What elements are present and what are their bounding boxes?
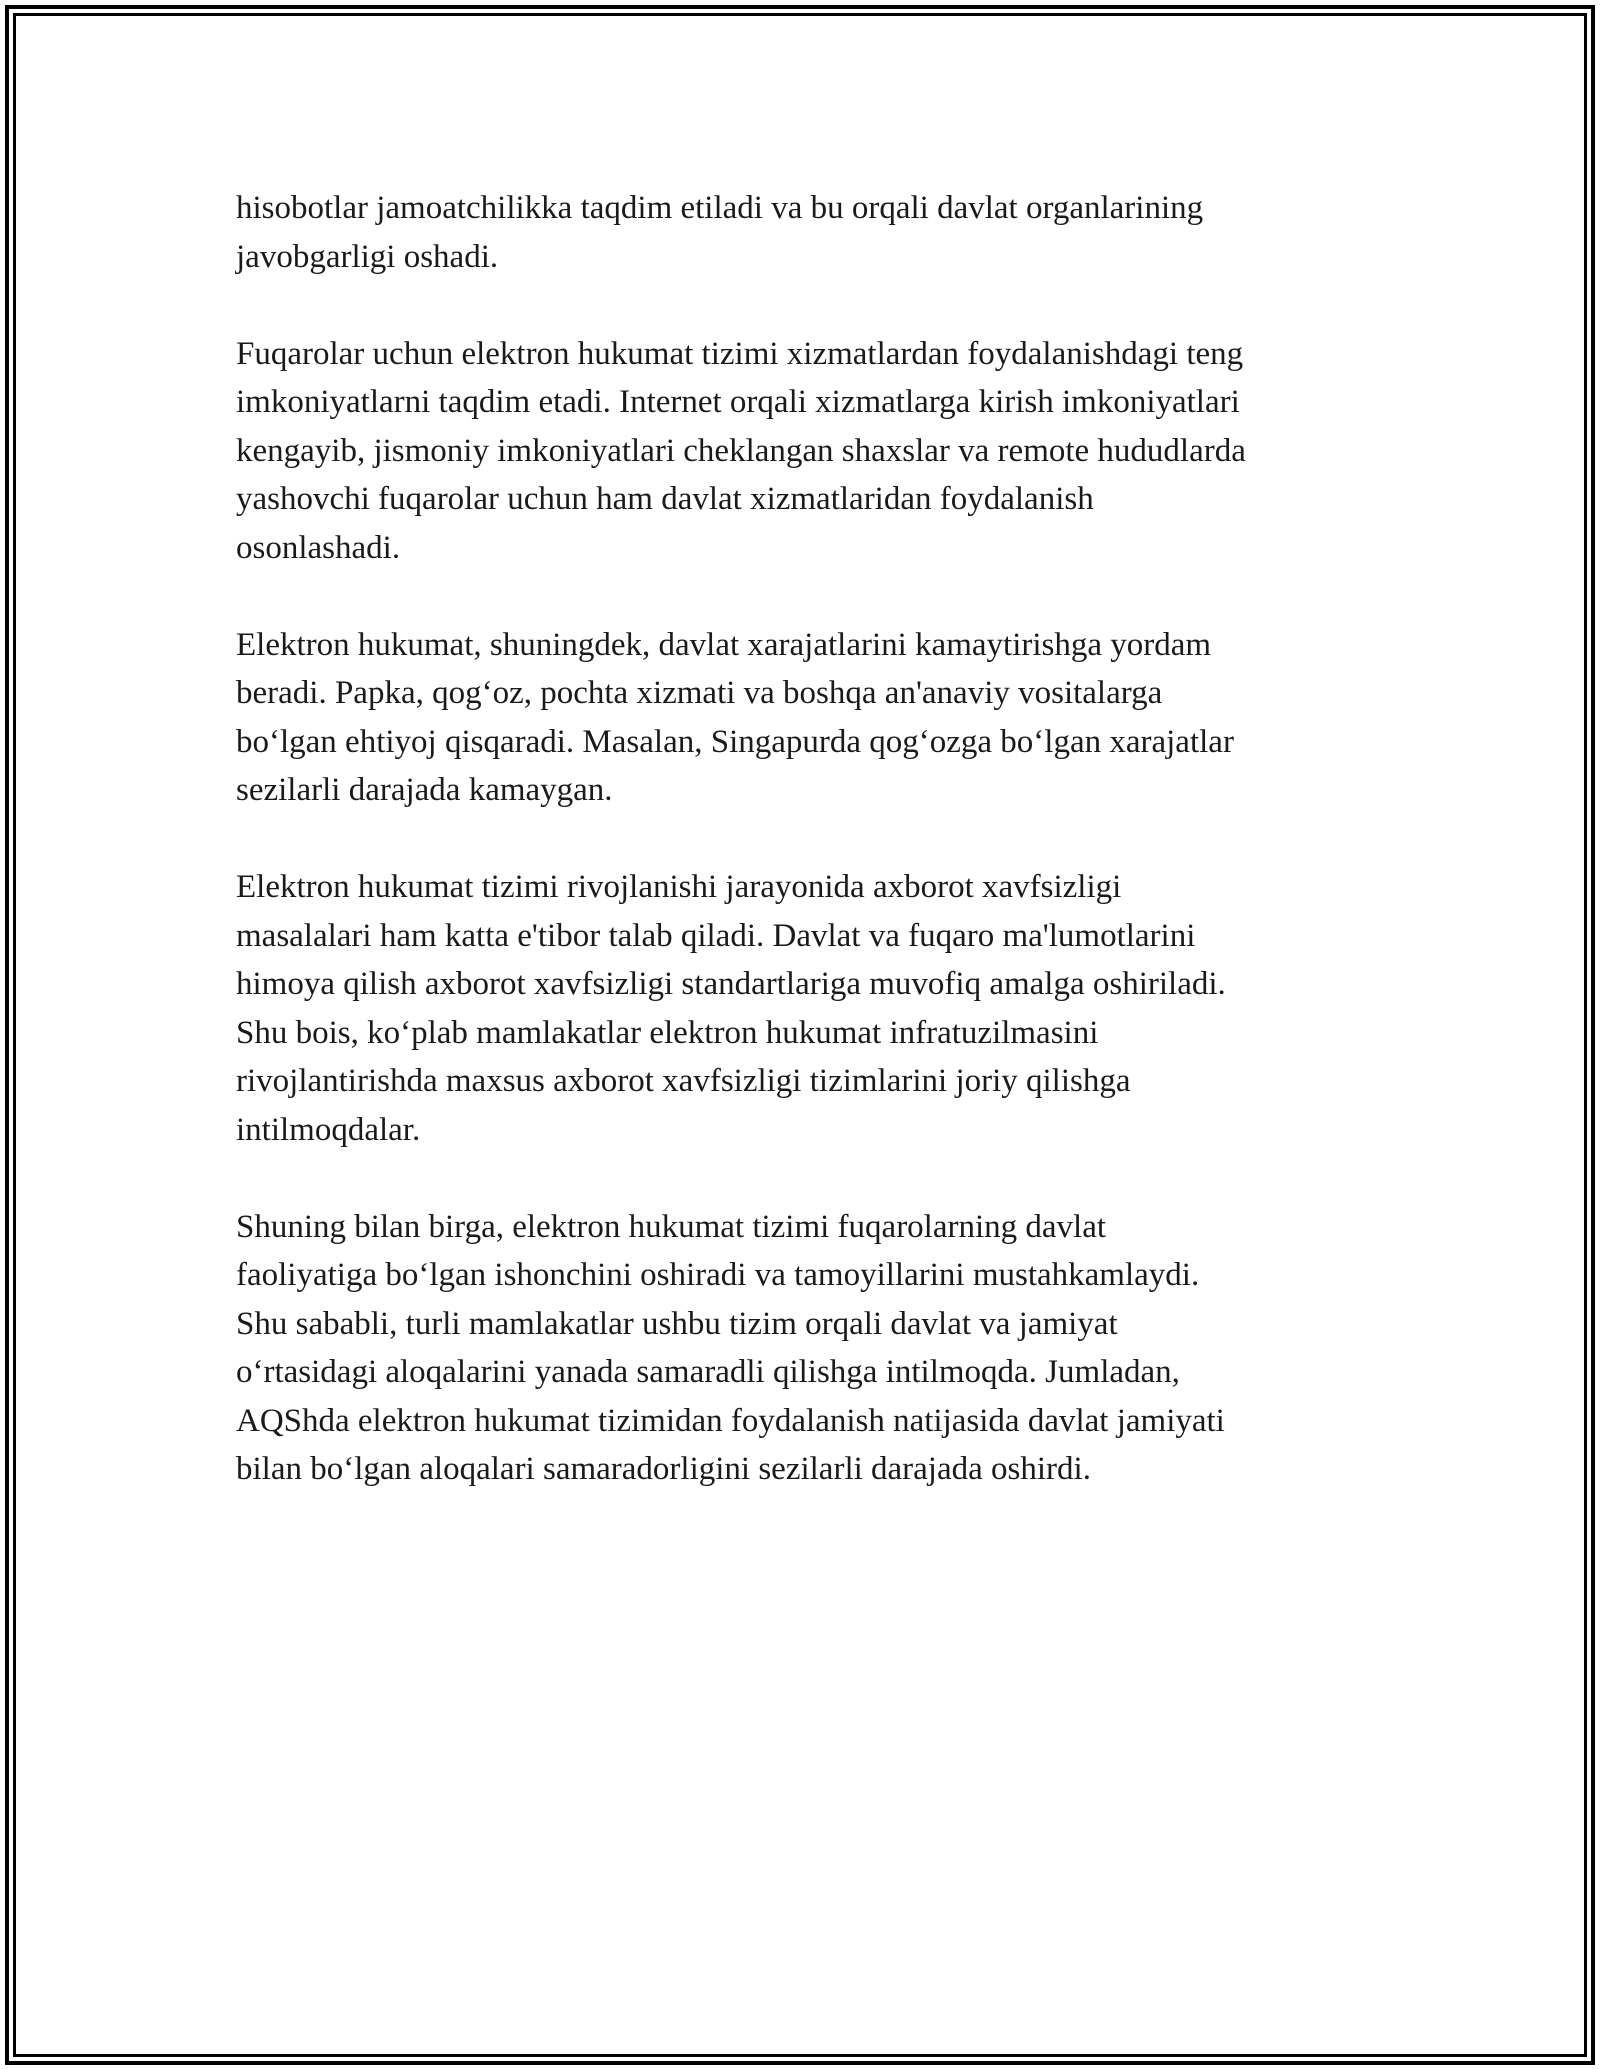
paragraph-4	[236, 863, 1396, 1154]
text-line: javobgarligi oshadi.	[236, 238, 499, 275]
text-line: Elektron hukumat, shuningdek, davlat xarajatlarini kamaytirishga yordam	[236, 626, 1212, 663]
text-line: faoliyatiga bo‘lgan ishonchini oshiradi va tamoyillarini mustahkamlaydi.	[236, 1257, 1200, 1293]
paragraph-2	[236, 330, 1396, 573]
text-line: osonlashadi.	[236, 529, 401, 566]
text-line: Fuqarolar uchun elektron hukumat tizimi xizmatlardan foydalanishdagi teng	[236, 335, 1244, 372]
document-body	[236, 184, 1396, 1542]
text-line: yashovchi fuqarolar uchun ham davlat xizmatlaridan foydalanish	[236, 481, 1094, 517]
text-line: kengayib, jismoniy imkoniyatlari cheklangan shaxslar va remote hududlarda	[236, 432, 1246, 469]
text-line: Shu sababli, turli mamlakatlar ushbu tizim orqali davlat va jamiyat	[236, 1305, 1118, 1342]
text-line: imkoniyatlarni taqdim etadi. Internet orqali xizmatlarga kirish imkoniyatlari	[236, 384, 1240, 420]
text-line: beradi. Papka, qog‘oz, pochta xizmati va boshqa an'anaviy vositalarga	[236, 675, 1163, 711]
text-line: hisobotlar jamoatchilikka taqdim etiladi va bu orqali davlat organlarining	[236, 190, 1204, 226]
text-line: sezilarli darajada kamaygan.	[236, 772, 613, 808]
text-line: intilmoqdalar.	[236, 1111, 421, 1148]
text-line: masalalari ham katta e'tibor talab qiladi. Davlat va fuqaro ma'lumotlarini	[236, 917, 1196, 954]
text-line: o‘rtasidagi aloqalarini yanada samaradli qilishga intilmoqda. Jumladan,	[236, 1354, 1180, 1390]
text-line: Shuning bilan birga, elektron hukumat tizimi fuqarolarning davlat	[236, 1208, 1107, 1245]
paragraph-1	[236, 184, 1396, 281]
text-line: AQShda elektron hukumat tizimidan foydalanish natijasida davlat jamiyati	[236, 1402, 1225, 1439]
text-line: bilan bo‘lgan aloqalari samaradorligini sezilarli darajada oshirdi.	[236, 1451, 1091, 1487]
text-line: himoya qilish axborot xavfsizligi standartlariga muvofiq amalga oshiriladi.	[236, 966, 1226, 1002]
paragraph-5	[236, 1203, 1396, 1494]
paragraph-3	[236, 621, 1396, 815]
text-line: Elektron hukumat tizimi rivojlanishi jarayonida axborot xavfsizligi	[236, 869, 1122, 905]
text-line: bo‘lgan ehtiyoj qisqaradi. Masalan, Singapurda qog‘ozga bo‘lgan xarajatlar	[236, 723, 1234, 760]
text-line: Shu bois, ko‘plab mamlakatlar elektron hukumat infratuzilmasini	[236, 1014, 1099, 1051]
text-line: rivojlantirishda maxsus axborot xavfsizligi tizimlarini joriy qilishga	[236, 1063, 1131, 1099]
